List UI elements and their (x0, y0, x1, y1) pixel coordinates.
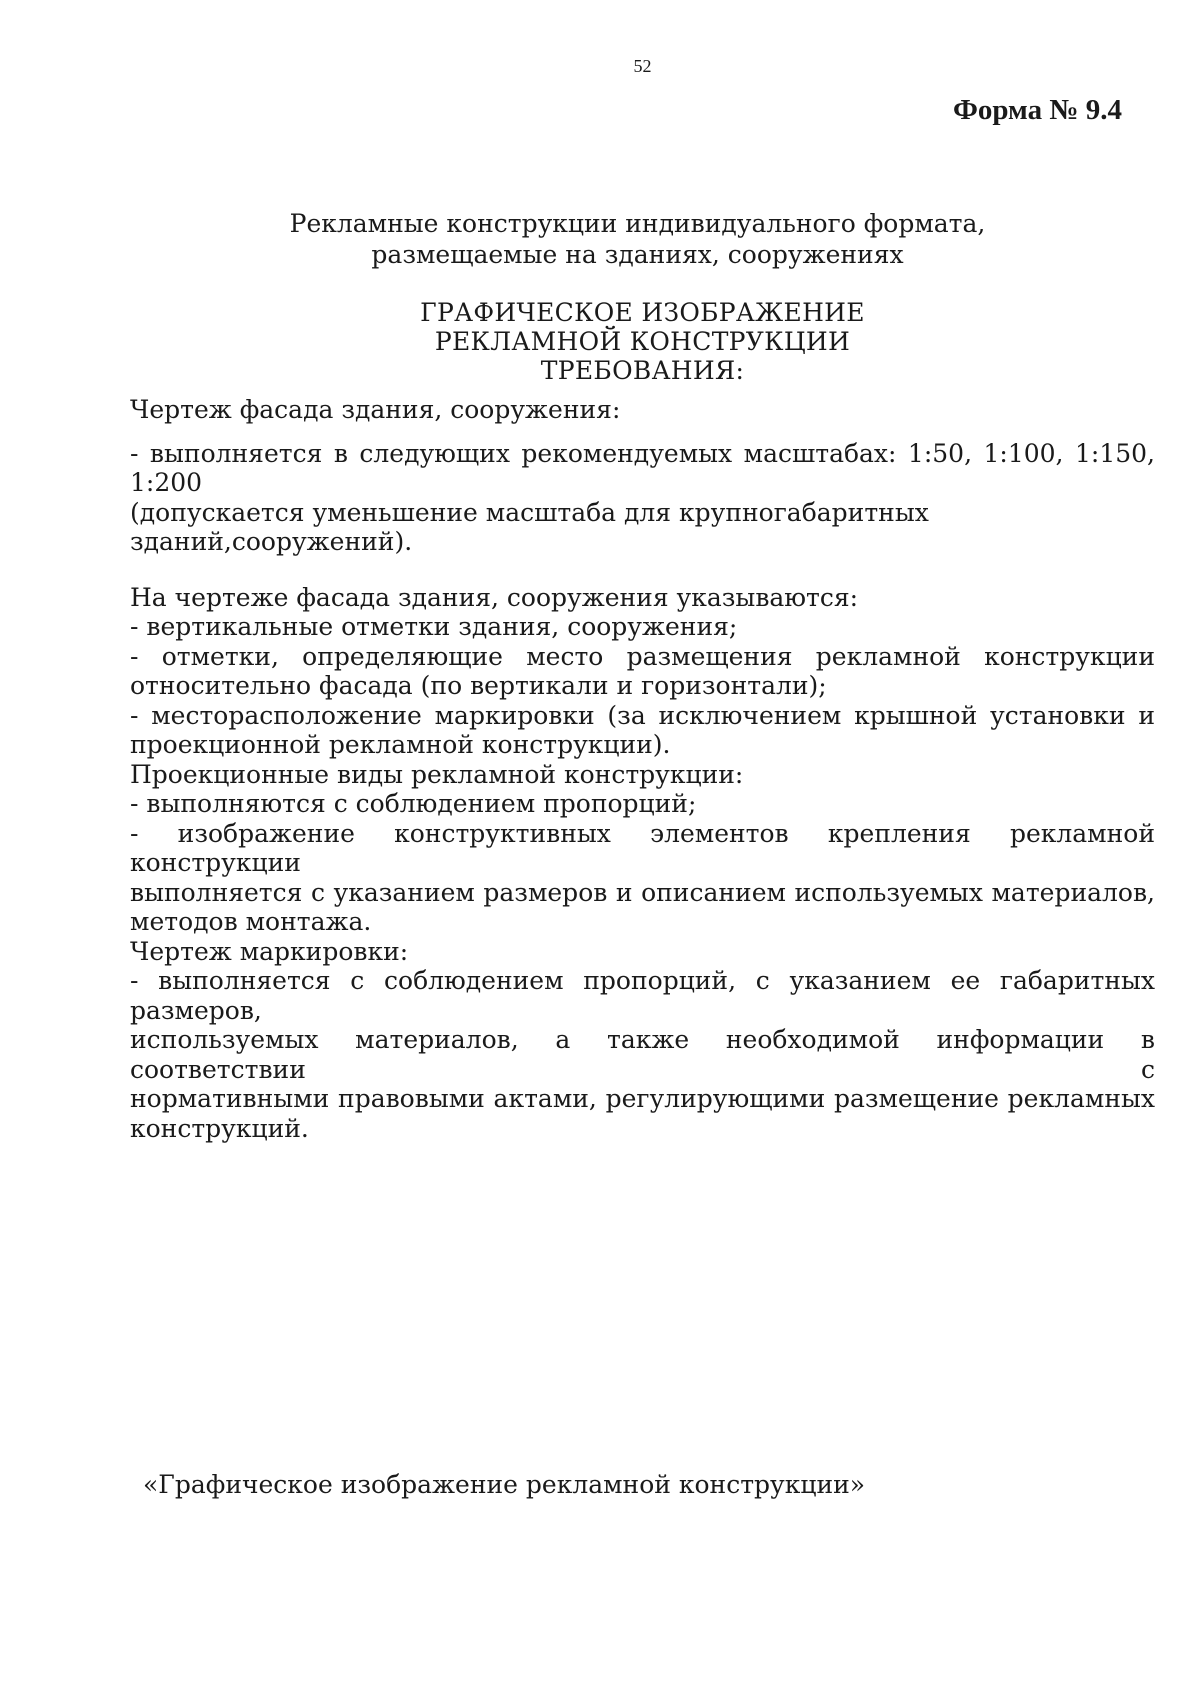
heading-line: ГРАФИЧЕСКОЕ ИЗОБРАЖЕНИЕ (420, 298, 865, 327)
list-item: - отметки, определяющие место размещения рекламной конструкции (130, 641, 1155, 671)
facade-indications-title: На чертеже фасада здания, сооружения указываются: (130, 582, 859, 612)
list-item: - изображение конструктивных элементов крепления рекламной конструкции (130, 818, 1155, 877)
heading-line: ТРЕБОВАНИЯ: (540, 356, 745, 385)
list-item: - месторасположение маркировки (за исключением крышной установки и (130, 700, 1155, 730)
document-subtitle (0, 208, 1200, 270)
list-item: - вертикальные отметки здания, сооружения; (130, 612, 738, 641)
document-heading (0, 298, 1200, 385)
form-number: Форма № 9.4 (952, 94, 1122, 126)
list-item: - выполняется с соблюдением пропорций, с указанием ее габаритных размеров, (130, 966, 1155, 1025)
list-item-continuation: проекционной рекламной конструкции). (130, 730, 671, 759)
list-item-continuation: конструкций. (130, 1113, 309, 1143)
facade-drawing-title: Чертеж фасада здания, сооружения: (130, 395, 621, 424)
projection-views-title: Проекционные виды рекламной конструкции: (130, 759, 744, 789)
scale-requirement: - выполняется в следующих рекомендуемых масштабах: 1:50, 1:100, 1:150, 1:200 (130, 438, 1155, 497)
page-number: 52 (633, 56, 652, 76)
list-item-continuation: методов монтажа. (130, 907, 372, 936)
heading-line: РЕКЛАМНОЙ КОНСТРУКЦИИ (434, 327, 851, 356)
list-item-continuation: нормативными правовыми актами, регулирующими размещение рекламных (130, 1084, 1155, 1113)
list-item-continuation: выполняется с указанием размеров и описанием используемых материалов, (130, 877, 1155, 907)
marking-drawing-title: Чертеж маркировки: (130, 936, 409, 966)
list-item-continuation: относительно фасада (по вертикали и горизонтали); (130, 671, 827, 700)
scale-requirement-note: (допускается уменьшение масштаба для крупногабаритных зданий,сооружений). (130, 497, 929, 556)
subtitle-line: Рекламные конструкции индивидуального формата, (289, 209, 986, 238)
list-item-continuation: используемых материалов, а также необходимой информации в соответствии с (130, 1025, 1155, 1084)
footer-caption: «Графическое изображение рекламной конструкции» (143, 1470, 866, 1499)
subtitle-line: размещаемые на зданиях, сооружениях (371, 240, 904, 269)
requirements-body (130, 395, 1155, 1143)
list-item: - выполняются с соблюдением пропорций; (130, 789, 697, 818)
